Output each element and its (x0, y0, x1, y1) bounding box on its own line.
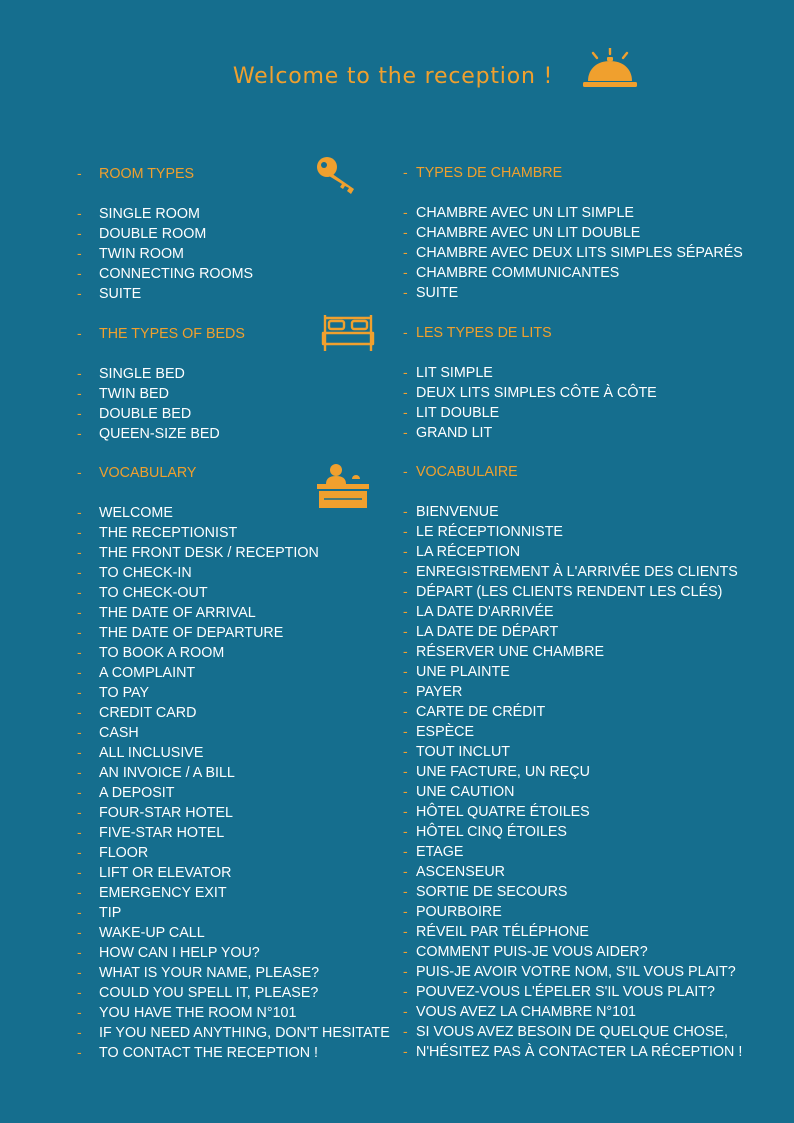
bullet-dash: - (77, 464, 82, 480)
bullet-dash: - (77, 924, 82, 940)
bullet-dash: - (403, 384, 408, 400)
bullet-dash: - (77, 724, 82, 740)
bullet-dash: - (77, 884, 82, 900)
bullet-dash: - (403, 1043, 408, 1059)
bullet-dash: - (77, 1044, 82, 1060)
english-term: THE DATE OF DEPARTURE (99, 625, 284, 641)
bullet-dash: - (403, 863, 408, 879)
bullet-dash: - (403, 623, 408, 639)
french-term: UNE PLAINTE (416, 664, 510, 680)
english-term: CONNECTING ROOMS (99, 266, 254, 282)
english-term: LIFT OR ELEVATOR (99, 865, 232, 881)
french-term: ASCENSEUR (416, 864, 505, 880)
french-term: LE RÉCEPTIONNISTE (416, 524, 563, 540)
english-term: TO BOOK A ROOM (99, 645, 225, 661)
french-section-heading: LES TYPES DE LITS (416, 325, 552, 341)
bell-icon (582, 48, 638, 90)
english-term: THE FRONT DESK / RECEPTION (99, 545, 319, 561)
english-term: SINGLE ROOM (99, 206, 200, 222)
bullet-dash: - (77, 584, 82, 600)
bullet-dash: - (403, 583, 408, 599)
english-term: TWIN BED (99, 386, 169, 402)
bullet-dash: - (403, 324, 408, 340)
bullet-dash: - (77, 165, 82, 181)
bullet-dash: - (77, 864, 82, 880)
bullet-dash: - (403, 164, 408, 180)
bullet-dash: - (77, 784, 82, 800)
bullet-dash: - (77, 664, 82, 680)
bullet-dash: - (403, 1023, 408, 1039)
french-term: DEUX LITS SIMPLES CÔTE À CÔTE (416, 385, 657, 401)
bullet-dash: - (403, 563, 408, 579)
english-term: AN INVOICE / A BILL (99, 765, 235, 781)
bullet-dash: - (403, 803, 408, 819)
bullet-dash: - (77, 265, 82, 281)
bullet-dash: - (403, 703, 408, 719)
english-term: FOUR-STAR HOTEL (99, 805, 233, 821)
english-section-heading: ROOM TYPES (99, 166, 195, 182)
bullet-dash: - (403, 404, 408, 420)
english-term: CREDIT CARD (99, 705, 197, 721)
french-term: ETAGE (416, 844, 464, 860)
bullet-dash: - (403, 643, 408, 659)
bullet-dash: - (403, 264, 408, 280)
bullet-dash: - (403, 364, 408, 380)
bullet-dash: - (77, 285, 82, 301)
bullet-dash: - (77, 365, 82, 381)
bullet-dash: - (403, 463, 408, 479)
bullet-dash: - (403, 204, 408, 220)
bullet-dash: - (77, 744, 82, 760)
bullet-dash: - (403, 963, 408, 979)
french-term: VOUS AVEZ LA CHAMBRE N°101 (416, 1004, 636, 1020)
french-term: HÔTEL QUATRE ÉTOILES (416, 804, 590, 820)
french-term: SUITE (416, 285, 459, 301)
bullet-dash: - (403, 683, 408, 699)
bullet-dash: - (77, 1004, 82, 1020)
french-term: UNE FACTURE, UN REÇU (416, 764, 590, 780)
french-term: POURBOIRE (416, 904, 502, 920)
bullet-dash: - (77, 524, 82, 540)
bullet-dash: - (77, 984, 82, 1000)
french-term: RÉSERVER UNE CHAMBRE (416, 644, 605, 660)
bullet-dash: - (77, 704, 82, 720)
bullet-dash: - (77, 604, 82, 620)
english-term: SUITE (99, 286, 142, 302)
english-term: FIVE-STAR HOTEL (99, 825, 225, 841)
french-term: COMMENT PUIS-JE VOUS AIDER? (416, 944, 648, 960)
bullet-dash: - (403, 723, 408, 739)
english-term: IF YOU NEED ANYTHING, DON'T HESITATE (99, 1025, 390, 1041)
bullet-dash: - (77, 644, 82, 660)
bullet-dash: - (403, 663, 408, 679)
english-term: YOU HAVE THE ROOM N°101 (99, 1005, 297, 1021)
bullet-dash: - (77, 425, 82, 441)
bullet-dash: - (403, 943, 408, 959)
bullet-dash: - (403, 843, 408, 859)
bullet-dash: - (403, 603, 408, 619)
bullet-dash: - (403, 883, 408, 899)
bullet-dash: - (77, 544, 82, 560)
page-title: Welcome to the reception ! (232, 64, 554, 89)
bullet-dash: - (403, 284, 408, 300)
bullet-dash: - (403, 424, 408, 440)
french-term: GRAND LIT (416, 425, 493, 441)
bed-icon (321, 313, 375, 353)
english-term: TO PAY (99, 685, 150, 701)
english-term: TWIN ROOM (99, 246, 184, 262)
bullet-dash: - (403, 763, 408, 779)
english-term: COULD YOU SPELL IT, PLEASE? (99, 985, 319, 1001)
bullet-dash: - (77, 504, 82, 520)
french-term: DÉPART (LES CLIENTS RENDENT LES CLÉS) (416, 584, 723, 600)
french-term: N'HÉSITEZ PAS À CONTACTER LA RÉCEPTION ! (416, 1044, 743, 1060)
bullet-dash: - (77, 904, 82, 920)
english-term: TO CONTACT THE RECEPTION ! (99, 1045, 318, 1061)
bullet-dash: - (77, 804, 82, 820)
french-term: LIT SIMPLE (416, 365, 493, 381)
bullet-dash: - (77, 385, 82, 401)
bullet-dash: - (77, 564, 82, 580)
french-term: SORTIE DE SECOURS (416, 884, 568, 900)
bullet-dash: - (77, 225, 82, 241)
bullet-dash: - (77, 944, 82, 960)
english-term: THE RECEPTIONIST (99, 525, 238, 541)
reception-desk-icon (316, 462, 370, 510)
french-term: ENREGISTREMENT À L'ARRIVÉE DES CLIENTS (416, 564, 738, 580)
french-term: ESPÈCE (416, 724, 475, 740)
english-term: DOUBLE BED (99, 406, 192, 422)
french-term: CHAMBRE COMMUNICANTES (416, 265, 620, 281)
french-term: RÉVEIL PAR TÉLÉPHONE (416, 924, 589, 940)
french-term: POUVEZ-VOUS L'ÉPELER S'IL VOUS PLAIT? (416, 984, 715, 1000)
bullet-dash: - (403, 743, 408, 759)
english-term: DOUBLE ROOM (99, 226, 207, 242)
french-term: CARTE DE CRÉDIT (416, 704, 546, 720)
english-term: THE DATE OF ARRIVAL (99, 605, 256, 621)
english-term: WAKE-UP CALL (99, 925, 205, 941)
bullet-dash: - (77, 844, 82, 860)
french-section-heading: VOCABULAIRE (416, 464, 518, 480)
bullet-dash: - (77, 684, 82, 700)
english-term: QUEEN-SIZE BED (99, 426, 220, 442)
french-term: SI VOUS AVEZ BESOIN DE QUELQUE CHOSE, (416, 1024, 728, 1040)
english-term: FLOOR (99, 845, 149, 861)
bullet-dash: - (403, 783, 408, 799)
english-term: HOW CAN I HELP YOU? (99, 945, 260, 961)
bullet-dash: - (403, 1003, 408, 1019)
english-term: TIP (99, 905, 122, 921)
english-section-heading: VOCABULARY (99, 465, 197, 481)
french-term: LA DATE D'ARRIVÉE (416, 604, 554, 620)
bullet-dash: - (403, 983, 408, 999)
french-term: CHAMBRE AVEC DEUX LITS SIMPLES SÉPARÉS (416, 245, 743, 261)
french-term: LA RÉCEPTION (416, 544, 521, 560)
bullet-dash: - (77, 764, 82, 780)
french-term: LIT DOUBLE (416, 405, 500, 421)
bullet-dash: - (77, 624, 82, 640)
key-icon (316, 156, 360, 196)
english-term: CASH (99, 725, 139, 741)
bullet-dash: - (77, 325, 82, 341)
bullet-dash: - (77, 1024, 82, 1040)
bullet-dash: - (403, 503, 408, 519)
bullet-dash: - (77, 405, 82, 421)
english-section-heading: THE TYPES OF BEDS (99, 326, 245, 342)
bullet-dash: - (77, 824, 82, 840)
english-term: TO CHECK-OUT (99, 585, 208, 601)
bullet-dash: - (403, 543, 408, 559)
english-term: A DEPOSIT (99, 785, 175, 801)
english-term: WHAT IS YOUR NAME, PLEASE? (99, 965, 320, 981)
english-term: SINGLE BED (99, 366, 185, 382)
bullet-dash: - (403, 903, 408, 919)
bullet-dash: - (77, 964, 82, 980)
french-term: LA DATE DE DÉPART (416, 624, 559, 640)
french-term: BIENVENUE (416, 504, 499, 520)
english-term: ALL INCLUSIVE (99, 745, 204, 761)
french-term: PAYER (416, 684, 463, 700)
english-term: TO CHECK-IN (99, 565, 192, 581)
french-section-heading: TYPES DE CHAMBRE (416, 165, 563, 181)
bullet-dash: - (403, 523, 408, 539)
english-term: EMERGENCY EXIT (99, 885, 227, 901)
french-term: UNE CAUTION (416, 784, 515, 800)
bullet-dash: - (77, 205, 82, 221)
bullet-dash: - (403, 224, 408, 240)
english-term: A COMPLAINT (99, 665, 196, 681)
bullet-dash: - (403, 244, 408, 260)
french-term: PUIS-JE AVOIR VOTRE NOM, S'IL VOUS PLAIT? (416, 964, 736, 980)
bullet-dash: - (403, 823, 408, 839)
english-term: WELCOME (99, 505, 173, 521)
french-term: HÔTEL CINQ ÉTOILES (416, 824, 567, 840)
french-term: TOUT INCLUT (416, 744, 510, 760)
french-term: CHAMBRE AVEC UN LIT DOUBLE (416, 225, 641, 241)
french-term: CHAMBRE AVEC UN LIT SIMPLE (416, 205, 634, 221)
bullet-dash: - (77, 245, 82, 261)
bullet-dash: - (403, 923, 408, 939)
